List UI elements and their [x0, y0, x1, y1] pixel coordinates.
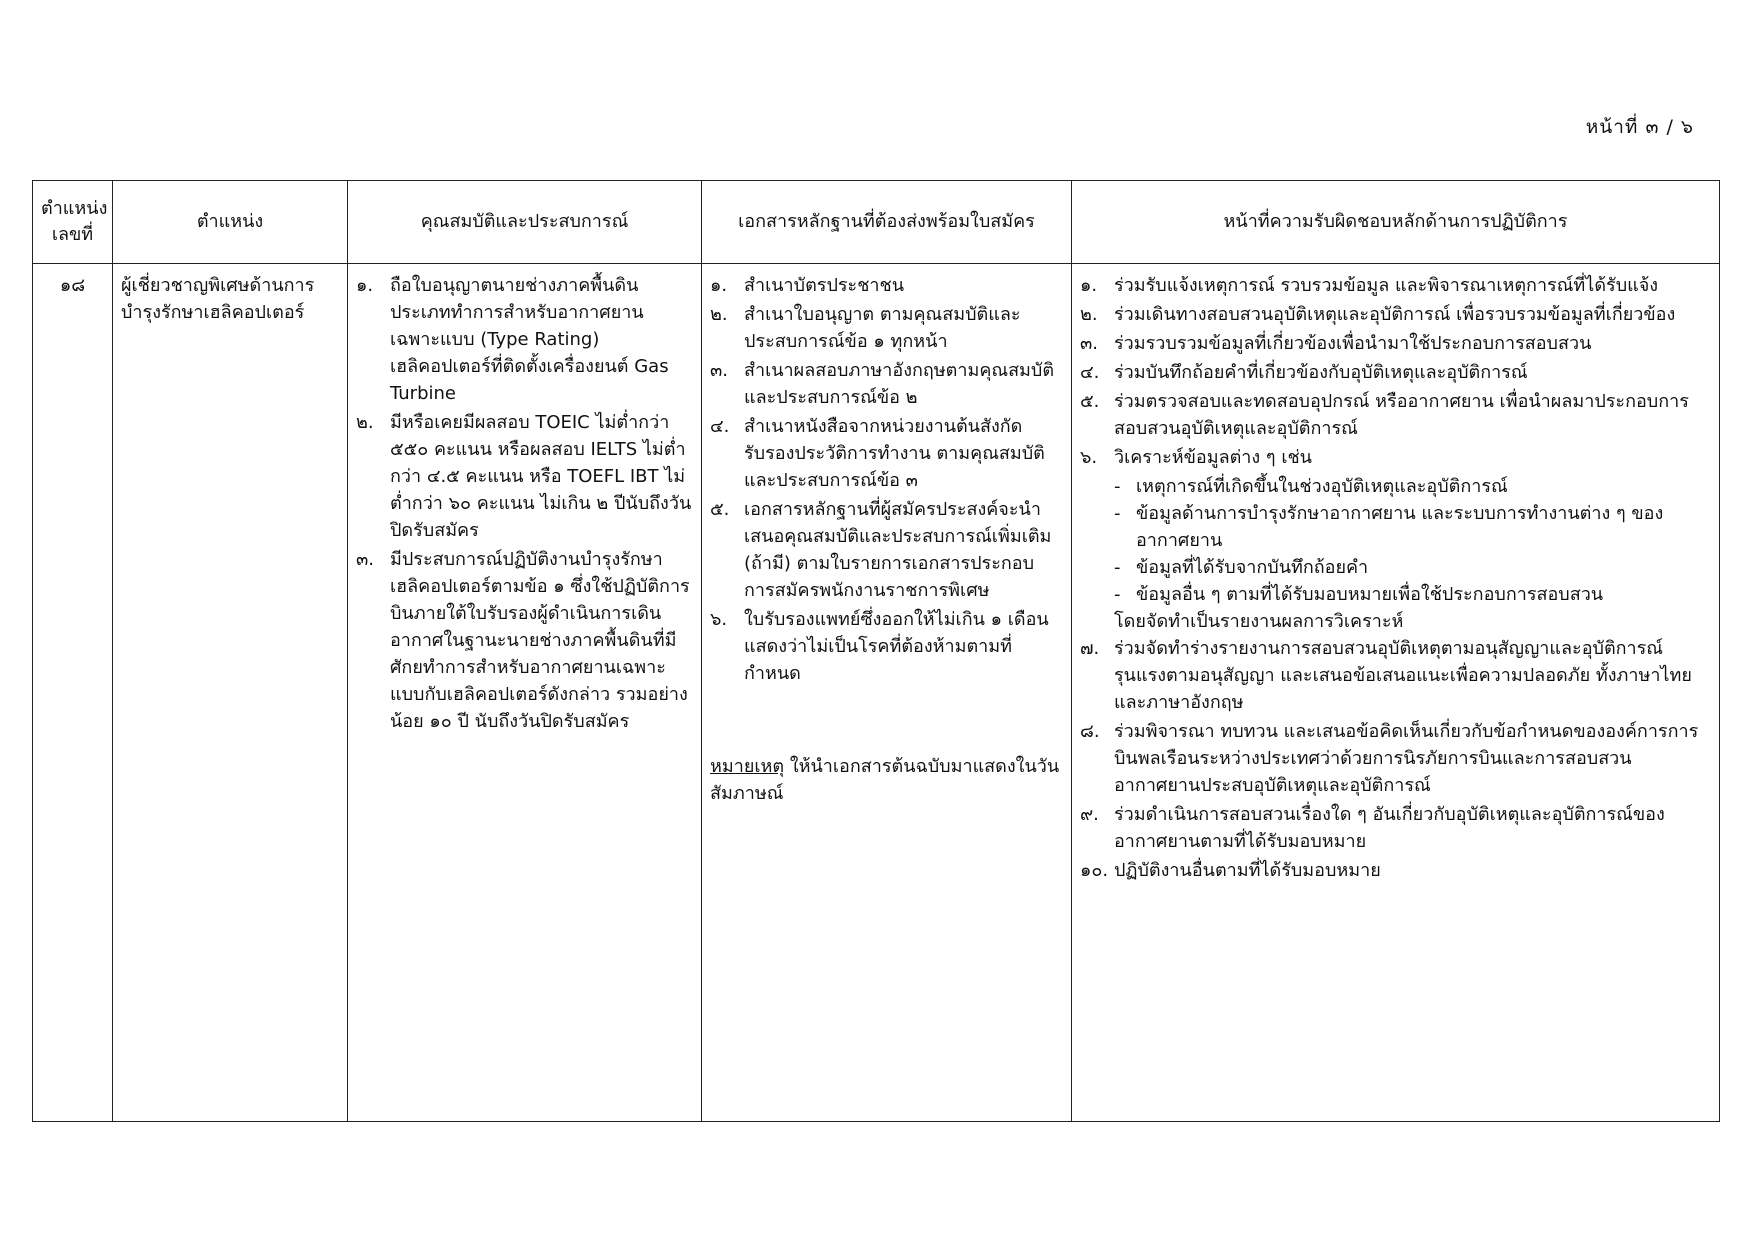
list-item — [1080, 272, 1711, 299]
item-text: เอกสารหลักฐานที่ผู้สมัครประสงค์จะนำเสนอคุณสมบัติและประสบการณ์เพิ่มเติม (ถ้ามี) ตามใบรายการเอกสารประกอบการสมัครพนักงานราชการพิเศษ — [744, 499, 1052, 601]
item-number: ๘. — [1080, 721, 1100, 742]
list-item — [710, 272, 1063, 299]
item-number: ๑. — [1080, 275, 1098, 296]
dash-bullet: - — [1114, 503, 1121, 524]
item-text: ปฏิบัติงานอื่นตามที่ได้รับมอบหมาย — [1114, 860, 1381, 881]
item-text: สำเนาใบอนุญาต ตามคุณสมบัติและประสบการณ์ข้อ ๑ ทุกหน้า — [744, 304, 1021, 352]
item-text: สำเนาบัตรประชาชน — [744, 275, 905, 296]
list-item — [356, 409, 693, 544]
item-text: ร่วมดำเนินการสอบสวนเรื่องใด ๆ อันเกี่ยวกับอุบัติเหตุและอุบัติการณ์ของอากาศยานตามที่ได้รับมอบหมาย — [1114, 804, 1665, 852]
list-item — [710, 301, 1063, 355]
item-text: ข้อมูลด้านการบำรุงรักษาอากาศยาน และระบบการทำงานต่าง ๆ ของอากาศยาน — [1136, 503, 1664, 551]
item-text: มีหรือเคยมีผลสอบ TOEIC ไม่ต่ำกว่า ๕๕๐ คะแนน หรือผลสอบ IELTS ไม่ต่ำกว่า ๔.๕ คะแนน หรือ TOEFL IBT ไม่ต่ำกว่า ๖๐ คะแนน ไม่เกิน ๒ ปีนับถึงวันปิดรับสมัคร — [390, 412, 692, 541]
item-text: ร่วมรับแจ้งเหตุการณ์ รวบรวมข้อมูล และพิจารณาเหตุการณ์ที่ได้รับแจ้ง — [1114, 275, 1659, 296]
list-item — [356, 546, 693, 735]
item-number: ๗. — [1080, 638, 1100, 659]
item-number: ๕. — [1080, 391, 1100, 412]
item-number: ๔. — [710, 416, 730, 437]
item-text: สำเนาหนังสือจากหน่วยงานต้นสังกัดรับรองประวัติการทำงาน ตามคุณสมบัติและประสบการณ์ข้อ ๓ — [744, 416, 1045, 491]
item-text: ข้อมูลอื่น ๆ ตามที่ได้รับมอบหมายเพื่อใช้ประกอบการสอบสวน — [1136, 584, 1604, 605]
item-text: เหตุการณ์ที่เกิดขึ้นในช่วงอุบัติเหตุและอุบัติการณ์ — [1136, 476, 1508, 497]
header-documents: เอกสารหลักฐานที่ต้องส่งพร้อมใบสมัคร — [702, 181, 1072, 264]
item-number: ๓. — [356, 549, 375, 570]
item-text: ข้อมูลที่ได้รับจากบันทึกถ้อยคำ — [1136, 557, 1369, 578]
list-item — [356, 272, 693, 407]
item-text: ใบรับรองแพทย์ซึ่งออกให้ไม่เกิน ๑ เดือน แสดงว่าไม่เป็นโรคที่ต้องห้ามตามที่กำหนด — [744, 609, 1049, 684]
item-text: ร่วมจัดทำร่างรายงานการสอบสวนอุบัติเหตุตามอนุสัญญาและอุบัติการณ์รุนแรงตามอนุสัญญา และเสนอข้อเสนอแนะเพื่อความปลอดภัย ทั้งภาษาไทยและภาษาอังกฤษ — [1114, 638, 1692, 713]
qualifications-list — [356, 272, 693, 735]
position-name-cell — [113, 264, 348, 1122]
note-label: หมายเหตุ — [710, 756, 785, 777]
list-item — [1114, 581, 1711, 608]
item-number: ๖. — [1080, 447, 1098, 468]
table-header-row — [33, 181, 1720, 264]
item-text: ร่วมรวบรวมข้อมูลที่เกี่ยวข้องเพื่อนำมาใช้ประกอบการสอบสวน — [1114, 333, 1592, 354]
list-item — [710, 496, 1063, 604]
note-text: ให้นำเอกสารต้นฉบับมาแสดงในวันสัมภาษณ์ — [710, 756, 1060, 804]
page-number: หน้าที่ ๓ / ๖ — [1585, 116, 1694, 138]
list-item — [1080, 359, 1711, 386]
item-number: ๓. — [710, 360, 729, 381]
position-number: ๑๘ — [59, 275, 86, 296]
table-row — [33, 264, 1720, 1122]
item-number: ๖. — [710, 609, 728, 630]
list-item — [1080, 330, 1711, 357]
item-number: ๓. — [1080, 333, 1099, 354]
list-item — [710, 606, 1063, 687]
header-qualifications: คุณสมบัติและประสบการณ์ — [348, 181, 702, 264]
documents-note — [710, 753, 1063, 807]
list-item — [1114, 554, 1711, 581]
header-position-no: ตำแหน่ง เลขที่ — [33, 181, 113, 264]
item-text: ร่วมบันทึกถ้อยคำที่เกี่ยวข้องกับอุบัติเหตุและอุบัติการณ์ — [1114, 362, 1528, 383]
position-name: ผู้เชี่ยวชาญพิเศษด้านการบำรุงรักษาเฮลิคอปเตอร์ — [121, 275, 315, 323]
list-item — [1114, 473, 1711, 500]
item-text: วิเคราะห์ข้อมูลต่าง ๆ เช่น — [1114, 447, 1312, 468]
item-number: ๒. — [356, 412, 374, 433]
dash-bullet: - — [1114, 557, 1121, 578]
item-number: ๔. — [1080, 362, 1100, 383]
item-number: ๑๐. — [1080, 860, 1109, 881]
item-number: ๙. — [1080, 804, 1099, 825]
position-number-cell — [33, 264, 113, 1122]
list-item — [1114, 500, 1711, 554]
duties-cell — [1072, 264, 1720, 1122]
item-number: ๑. — [710, 275, 728, 296]
item-text: สำเนาผลสอบภาษาอังกฤษตามคุณสมบัติและประสบการณ์ข้อ ๒ — [744, 360, 1055, 408]
item-number: ๑. — [356, 275, 374, 296]
analysis-tail: โดยจัดทำเป็นรายงานผลการวิเคราะห์ — [1114, 611, 1404, 632]
header-duties: หน้าที่ความรับผิดชอบหลักด้านการปฏิบัติการ — [1072, 181, 1720, 264]
item-number: ๒. — [710, 304, 728, 325]
list-item — [1080, 635, 1711, 716]
list-item — [1080, 388, 1711, 442]
duties-list-continued — [1080, 635, 1711, 884]
dash-bullet: - — [1114, 476, 1121, 497]
list-item — [1080, 801, 1711, 855]
dash-bullet: - — [1114, 584, 1121, 605]
item-text: มีประสบการณ์ปฏิบัติงานบำรุงรักษาเฮลิคอปเตอร์ตามข้อ ๑ ซึ่งใช้ปฏิบัติการบินภายใต้ใบรับรองผู้ดำเนินการเดินอากาศในฐานะนายช่างภาคพื้นดินที่มีศักยทำการสำหรับอากาศยานเฉพาะแบบกับเฮลิคอปเตอร์ดังกล่าว รวมอย่างน้อย ๑๐ ปี นับถึงวันปิดรับสมัคร — [390, 549, 690, 732]
item-text: ถือใบอนุญาตนายช่างภาคพื้นดินประเภททำการสำหรับอากาศยานเฉพาะแบบ (Type Rating) เฮลิคอปเตอร์ที่ติดตั้งเครื่องยนต์ Gas Turbine — [390, 275, 669, 404]
item-text: ร่วมเดินทางสอบสวนอุบัติเหตุและอุบัติการณ์ เพื่อรวบรวมข้อมูลที่เกี่ยวข้อง — [1114, 304, 1676, 325]
documents-list — [710, 272, 1063, 687]
list-item — [710, 357, 1063, 411]
list-item — [1080, 301, 1711, 328]
analysis-sublist — [1080, 473, 1711, 608]
qualifications-cell — [348, 264, 702, 1122]
list-item — [1080, 444, 1711, 471]
documents-cell — [702, 264, 1072, 1122]
list-item — [710, 413, 1063, 494]
header-position: ตำแหน่ง — [113, 181, 348, 264]
item-number: ๕. — [710, 499, 730, 520]
duties-list — [1080, 272, 1711, 471]
item-number: ๒. — [1080, 304, 1098, 325]
position-table — [32, 180, 1720, 1122]
item-text: ร่วมพิจารณา ทบทวน และเสนอข้อคิดเห็นเกี่ยวกับข้อกำหนดขององค์การการบินพลเรือนระหว่างประเทศว่าด้วยการนิรภัยการบินและการสอบสวนอากาศยานประสบอุบัติเหตุและอุบัติการณ์ — [1114, 721, 1699, 796]
list-item — [1080, 718, 1711, 799]
list-item — [1080, 857, 1711, 884]
item-text: ร่วมตรวจสอบและทดสอบอุปกรณ์ หรืออากาศยาน เพื่อนำผลมาประกอบการสอบสวนอุบัติเหตุและอุบัติการณ์ — [1114, 391, 1689, 439]
